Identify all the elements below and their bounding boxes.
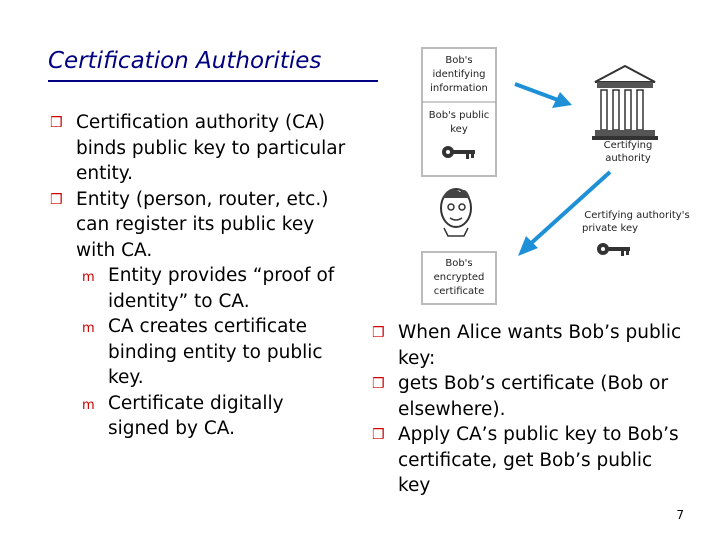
- cert-line2: encrypted: [433, 272, 485, 283]
- card-key-line2: key: [450, 124, 468, 135]
- ca-label-line2: authority: [605, 153, 651, 164]
- title-underline: [48, 80, 378, 82]
- bullet-text: Certification authority (CA) binds public key to particular entity.: [76, 112, 346, 184]
- ca-label-line1: Certifying: [603, 140, 653, 151]
- bullet-item: [370, 371, 690, 422]
- card-identity-line1: Bob's: [445, 55, 473, 66]
- bullet-marker-icon: ❒: [372, 427, 385, 443]
- private-key-line2: private key: [581, 223, 639, 234]
- sub-bullet-marker-icon: m: [82, 321, 95, 336]
- bob-certificate-card: [422, 252, 496, 304]
- bullet-text: Entity (person, router, etc.) can register its public key with CA.: [76, 188, 329, 261]
- bullet-marker-icon: ❒: [50, 191, 63, 208]
- arrow-to-ca: [515, 84, 572, 108]
- sub-bullet-item: [48, 314, 348, 391]
- sub-bullet-list: [48, 263, 348, 442]
- sub-bullet-group: [48, 263, 348, 442]
- certification-diagram: [400, 40, 710, 310]
- card-identity-line2: identifying: [432, 69, 486, 80]
- sub-bullet-marker-icon: m: [82, 270, 95, 285]
- building-icon: [592, 66, 658, 140]
- bullet-item: [48, 110, 348, 187]
- bullet-item: [370, 320, 690, 371]
- cert-line1: Bob's: [445, 258, 473, 269]
- private-key-line1: Certifying authority's: [584, 210, 690, 221]
- bullet-text: Apply CA’s public key to Bob’s certificate, get Bob’s public key: [398, 424, 679, 496]
- sub-bullet-item: [48, 263, 348, 314]
- bullet-item: [370, 422, 690, 499]
- sub-bullet-item: [48, 391, 348, 442]
- bullet-marker-icon: ❒: [372, 325, 385, 341]
- key-icon: [597, 243, 630, 256]
- cert-line3: certificate: [433, 286, 485, 297]
- bullet-item: [48, 187, 348, 264]
- slide-title: Certification Authorities: [48, 48, 322, 74]
- page-number: 7: [676, 508, 684, 522]
- person-icon: [441, 189, 471, 236]
- sub-bullet-marker-icon: m: [82, 397, 95, 413]
- bullet-text: When Alice wants Bob’s public key:: [398, 322, 682, 369]
- bullet-marker-icon: ❒: [372, 376, 385, 392]
- bullet-text: gets Bob’s certificate (Bob or elsewhere).: [398, 373, 669, 420]
- card-identity-line3: information: [430, 83, 488, 94]
- sub-bullet-text: CA creates certificate binding entity to public key.: [108, 316, 323, 388]
- sub-bullet-text: Certificate digitally signed by CA.: [108, 392, 284, 439]
- bob-info-card: [422, 48, 496, 176]
- card-key-line1: Bob's public: [428, 110, 490, 121]
- bullet-marker-icon: ❒: [50, 115, 63, 131]
- right-bullet-list: [370, 320, 690, 499]
- sub-bullet-text: Entity provides “proof of identity” to CA.: [108, 265, 335, 312]
- left-bullet-list: [48, 110, 348, 442]
